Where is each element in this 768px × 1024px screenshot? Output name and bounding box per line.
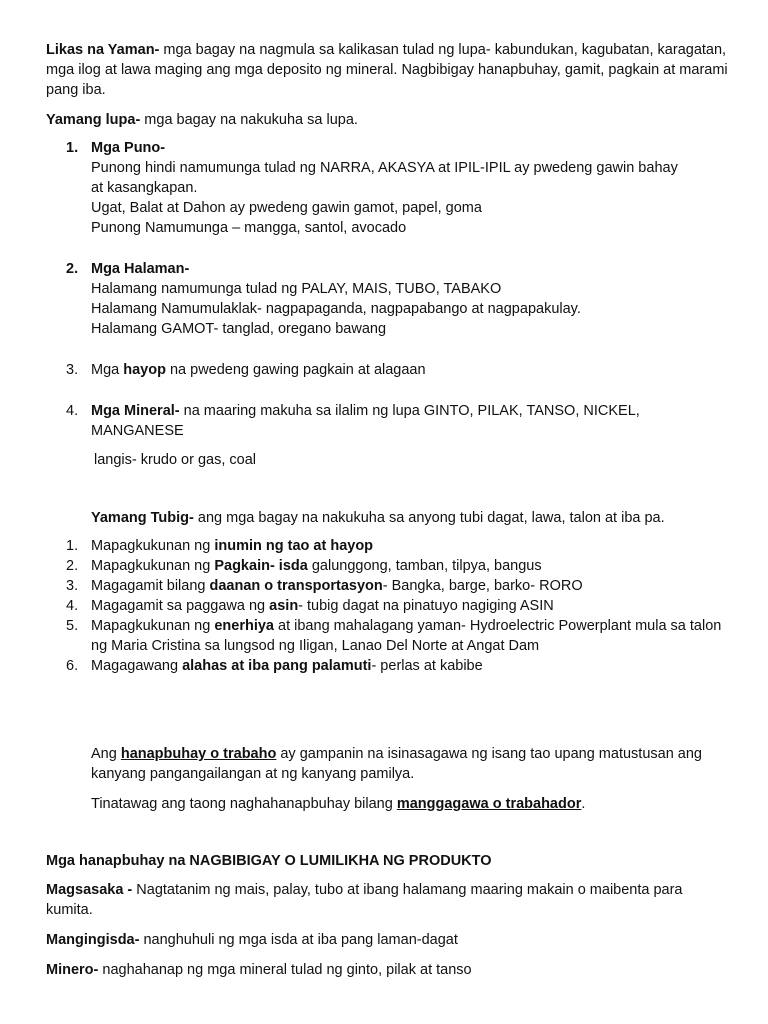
item-text: galunggong, tamban, tilpya, bangus xyxy=(307,558,542,574)
item-line: Halamang Namumulaklak- nagpapaganda, nagpapabango at nagpapakulay. xyxy=(91,301,581,317)
item-bold: inumin ng tao at hayop xyxy=(214,538,374,554)
list-item-hayop xyxy=(91,360,728,380)
item-text: Magagamit bilang xyxy=(91,578,210,594)
yamang-lupa-term: Yamang lupa- xyxy=(46,112,141,128)
yamang-tubig-paragraph xyxy=(91,508,728,528)
job-text: nanghuhuli ng mga isda at iba pang laman-dagat xyxy=(139,932,458,948)
item-text: Magagawang xyxy=(91,658,183,674)
list-item xyxy=(66,576,728,596)
item-text: - tubig dagat na pinatuyo nagiging ASIN xyxy=(298,598,554,614)
item-line: Halamang GAMOT- tanglad, oregano bawang xyxy=(91,321,387,337)
item-bold: enerhiya xyxy=(214,618,274,634)
yamang-tubig-term: Yamang Tubig- xyxy=(91,510,194,526)
item-text: Mapagkukunan ng xyxy=(91,558,215,574)
yamang-lupa-text: mga bagay na nakukuha sa lupa. xyxy=(140,112,358,128)
list-item-mineral xyxy=(91,401,728,441)
item-bold: Mga Mineral- xyxy=(91,403,180,419)
list-item xyxy=(66,616,728,656)
item-text: at ibang mahalagang yaman- Hydroelectric Powerplant mula sa talon ng Maria Cristina sa lungsod ng Iligan, Lanao Del Norte at Angat Dam xyxy=(91,618,722,654)
list-item xyxy=(66,556,728,576)
list-number: 4. xyxy=(66,598,79,614)
list-number: 6. xyxy=(66,658,79,674)
item-line: Punong Namumunga – mangga, santol, avocado xyxy=(91,220,407,236)
list-number: 3. xyxy=(66,578,79,594)
item-text: Mga xyxy=(91,362,124,378)
hanapbuhay-paragraph xyxy=(91,744,728,784)
list-number: 3. xyxy=(66,362,79,378)
list-item xyxy=(66,536,728,556)
item-bold: hayop xyxy=(123,362,166,378)
manggagawa-term: manggagawa o trabahador xyxy=(396,796,582,812)
item-line: Halamang namumunga tulad ng PALAY, MAIS, TUBO, TABAKO xyxy=(91,281,502,297)
list-number: 1. xyxy=(66,538,79,554)
item-bold: alahas at iba pang palamuti xyxy=(182,658,372,674)
list-item-puno xyxy=(91,138,728,238)
list-item-halaman xyxy=(91,259,728,339)
item-bold: asin xyxy=(269,598,299,614)
item-text: - perlas at kabibe xyxy=(371,658,483,674)
item-text: Mapagkukunan ng xyxy=(91,618,215,634)
item-line: Punong hindi namumunga tulad ng NARRA, AKASYA at IPIL-IPIL ay pwedeng gawin bahay at kasangkapan. xyxy=(91,160,678,196)
list-number: 2. xyxy=(66,261,79,277)
hanapbuhay-text: ay gampanin na isinasagawa ng isang tao upang matustusan ang kanyang pangangailangan at ng kanyang pamilya. xyxy=(91,746,702,782)
list-number: 4. xyxy=(66,403,79,419)
job-term: Magsasaka - xyxy=(46,882,133,898)
intro-paragraph xyxy=(46,40,728,100)
produkto-heading: Mga hanapbuhay na NAGBIBIGAY O LUMILIKHA NG PRODUKTO xyxy=(46,853,492,869)
list-item xyxy=(66,596,728,616)
job-mangingisda xyxy=(46,930,728,950)
yamang-lupa-paragraph xyxy=(46,110,728,130)
list-number: 2. xyxy=(66,558,79,574)
item-bold: daanan o transportasyon xyxy=(209,578,383,594)
hanapbuhay-term: hanapbuhay o trabaho xyxy=(120,746,277,762)
intro-term: Likas na Yaman- xyxy=(46,42,160,58)
yamang-tubig-text: ang mga bagay na nakukuha sa anyong tubi dagat, lawa, talon at iba pa. xyxy=(193,510,665,526)
item-bold: Pagkain- isda xyxy=(214,558,308,574)
item-text: na maaring makuha sa ilalim ng lupa GINTO, PILAK, TANSO, NICKEL, MANGANESE xyxy=(91,403,640,439)
manggagawa-paragraph xyxy=(91,794,728,814)
item-line: Ugat, Balat at Dahon ay pwedeng gawin gamot, papel, goma xyxy=(91,200,482,216)
job-magsasaka xyxy=(46,880,728,920)
manggagawa-post: . xyxy=(581,796,586,812)
item-title: Mga Puno- xyxy=(91,140,166,156)
hanapbuhay-pre: Ang xyxy=(91,746,121,762)
item-text: na pwedeng gawing pagkain at alagaan xyxy=(165,362,426,378)
job-term: Mangingisda- xyxy=(46,932,140,948)
item-text: Magagamit sa paggawa ng xyxy=(91,598,270,614)
list-item xyxy=(66,656,728,676)
yamang-tubig-list xyxy=(66,536,728,676)
item-title: Mga Halaman- xyxy=(91,261,190,277)
job-minero xyxy=(46,960,728,980)
intro-text: mga bagay na nagmula sa kalikasan tulad ng lupa- kabundukan, kagubatan, karagatan, mga ilog at lawa maging ang mga deposito ng mineral. Nagbibigay hanapbuhay, gamit, pagkain at marami pang iba. xyxy=(46,42,728,98)
job-text: Nagtatanim ng mais, palay, tubo at ibang halamang maaring makain o maibenta para kumita. xyxy=(46,882,683,918)
item-text: - Bangka, barge, barko- RORO xyxy=(382,578,583,594)
job-text: naghahanap ng mga mineral tulad ng ginto, pilak at tanso xyxy=(98,962,472,978)
mineral-extra: langis- krudo or gas, coal xyxy=(94,452,256,468)
list-number: 1. xyxy=(66,140,79,156)
job-term: Minero- xyxy=(46,962,99,978)
item-text: Mapagkukunan ng xyxy=(91,538,215,554)
list-number: 5. xyxy=(66,618,79,634)
manggagawa-pre: Tinatawag ang taong naghahanapbuhay bilang xyxy=(91,796,397,812)
